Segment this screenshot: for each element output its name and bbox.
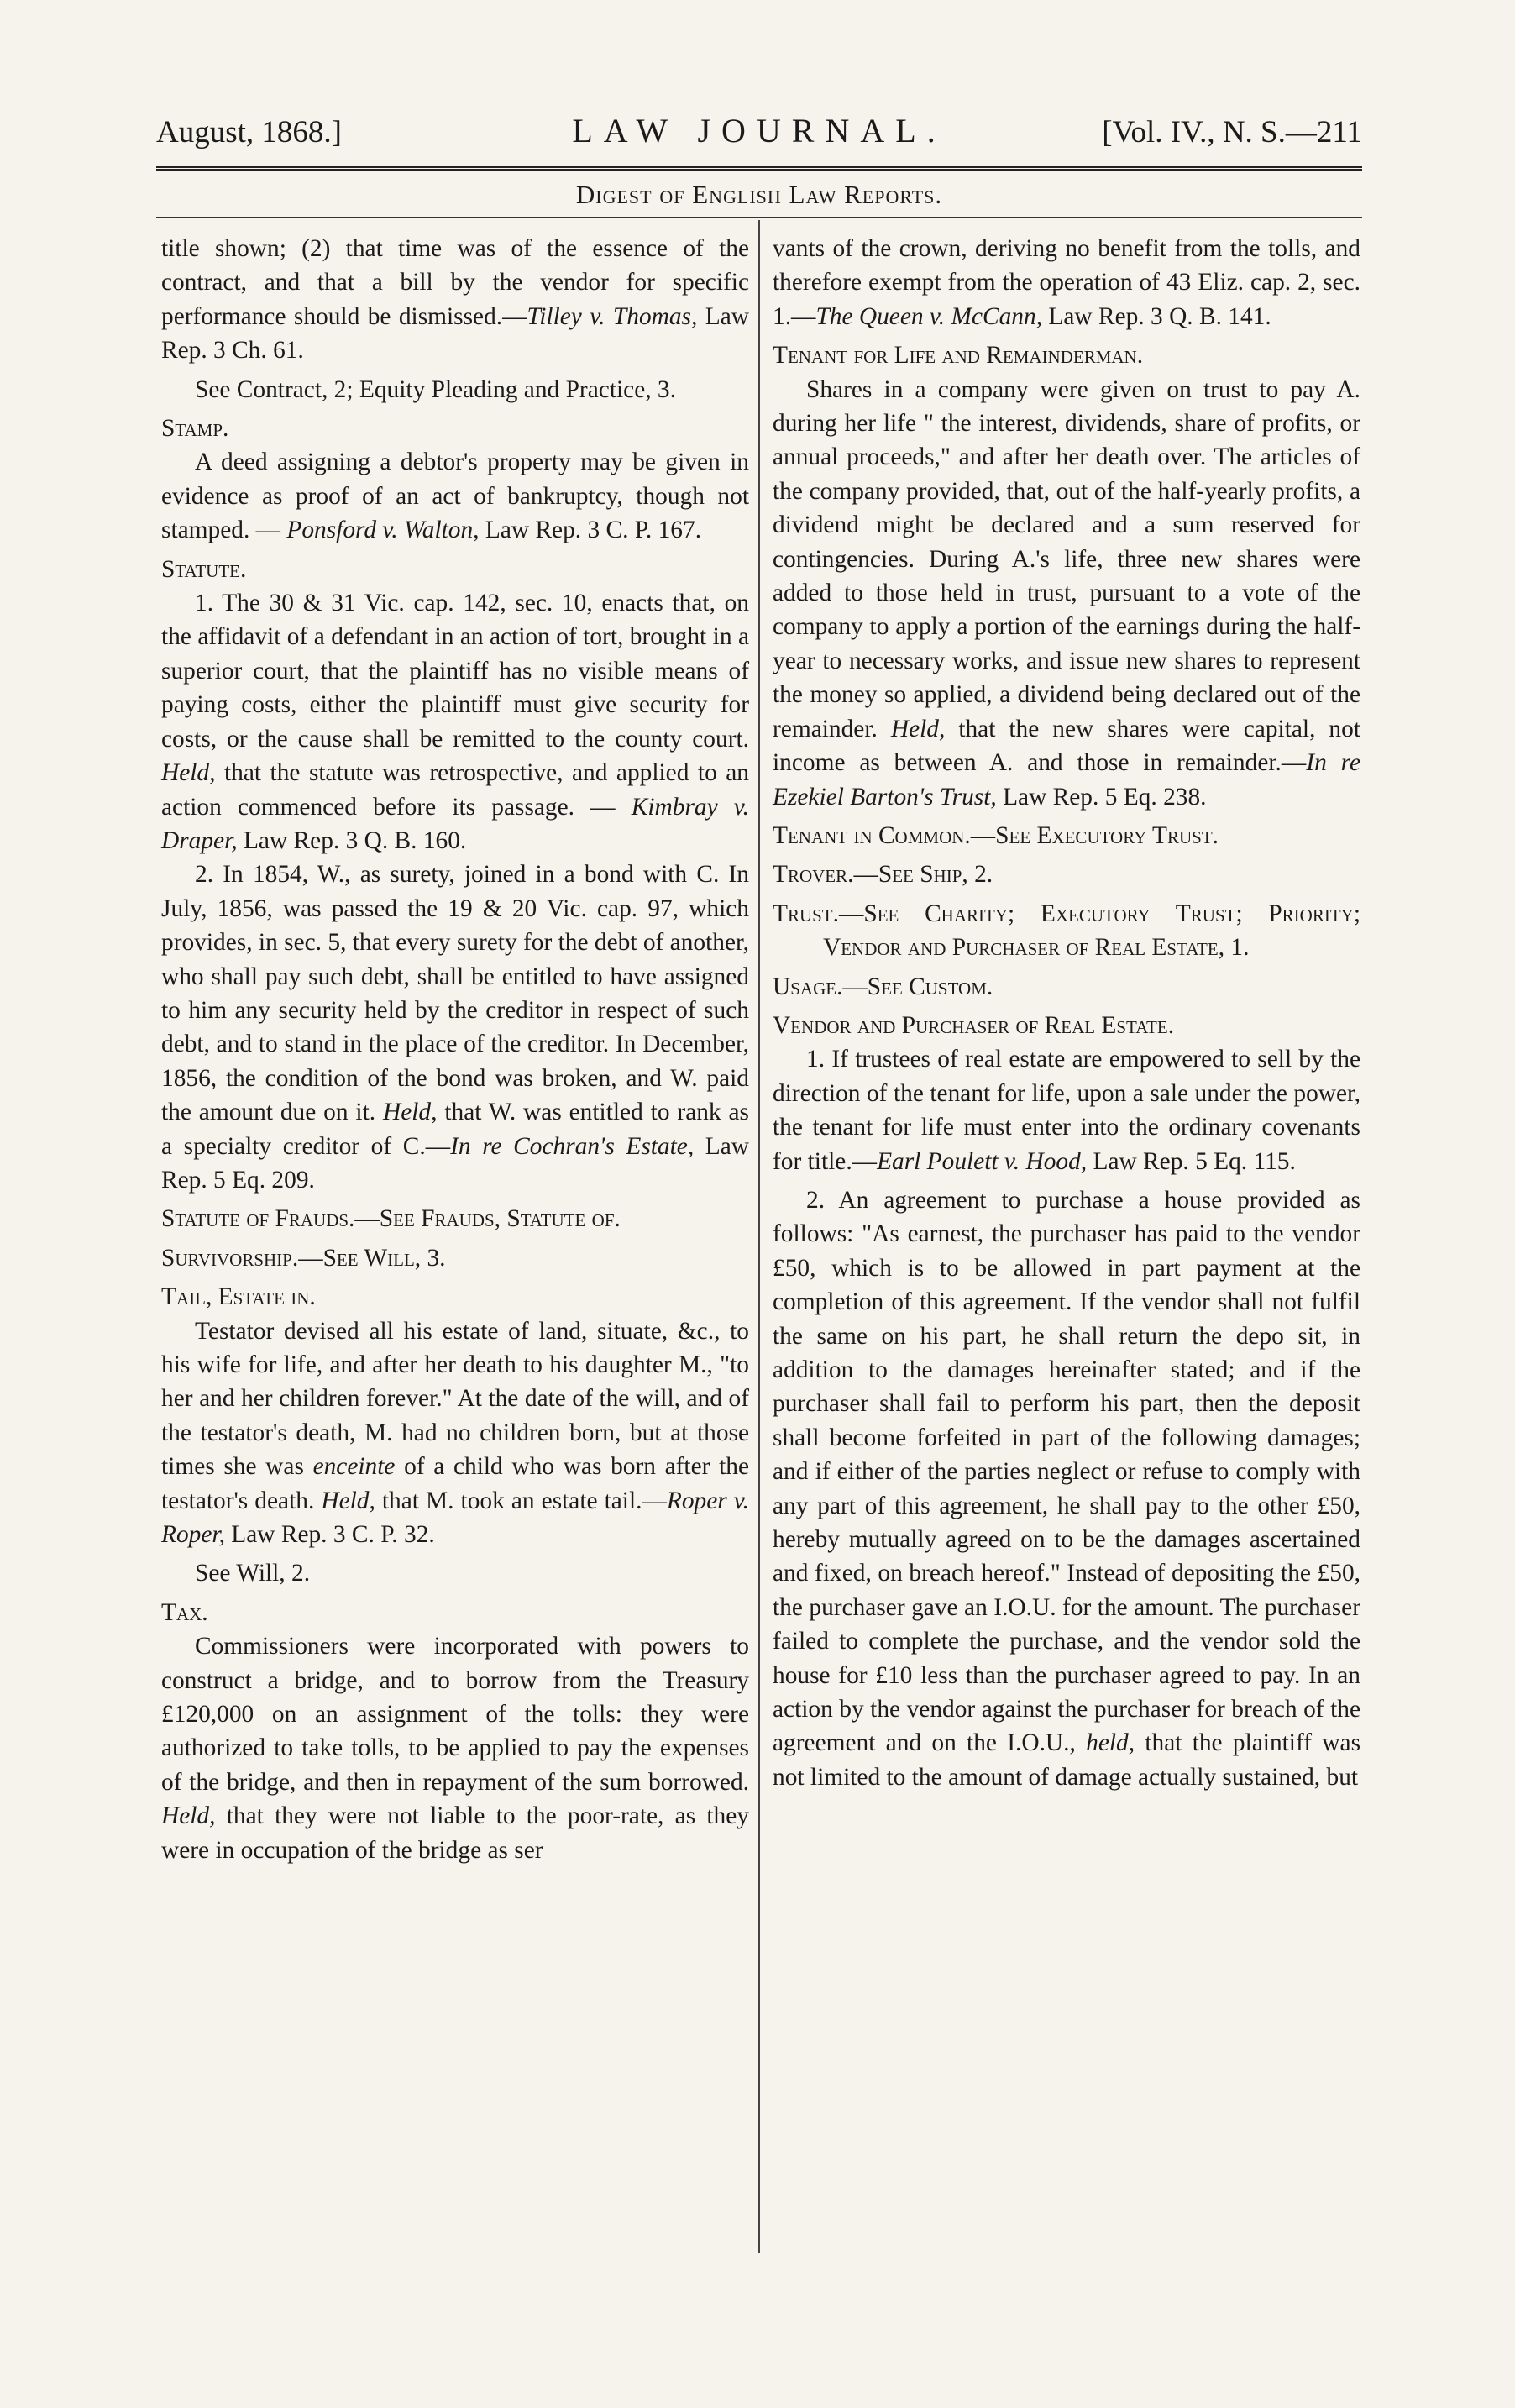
header-double-rule xyxy=(156,166,1362,171)
right-column xyxy=(773,232,1360,1794)
entry-paragraph: title shown; (2) that time was of the essence of the contract, and that a bill by the vendor for specific performance should be dismissed.—Tilley v. Thomas, Law Rep. 3 Ch. 61. xyxy=(161,235,749,365)
entry-paragraph: 1. The 30 & 31 Vic. cap. 142, sec. 10, enacts that, on the affidavit of a defendant in an action of tort, brought in a superior court, that the plaintiff has no visible means of paying costs, either the plaintiff must give security for costs, or the cause shall be remitted to the county court. Held, that the statute was retrospective, and applied to an action commenced before its passage. — Kimbray v. Draper, Law Rep. 3 Q. B. 160. xyxy=(161,590,749,854)
heading-vendor-purchaser: Vendor and Purchaser of Real Estate. xyxy=(773,1011,1175,1039)
heading-statute-of-frauds: Statute of Frauds.—See Frauds, Statute of. xyxy=(161,1205,621,1233)
running-header xyxy=(156,108,1362,158)
entry-paragraph: Commissioners were incorporated with powers to construct a bridge, and to borrow from the Treasury £120,000 on an assignment of the tolls: they were authorized to take tolls, to be applied to pay the expenses of the bridge, and then in repayment of the sum borrowed. Held, that they were not liable to the poor-rate, as they were in occupation of the bridge as ser xyxy=(161,1633,749,1864)
heading-tax: Tax. xyxy=(161,1598,208,1626)
heading-usage: Usage.—See Custom. xyxy=(773,973,993,1000)
header-volume: [Vol. IV., N. S.—211 xyxy=(1102,115,1362,150)
entry-paragraph: Testator devised all his estate of land, situate, &c., to his wife for life, and after her death to his daughter M., "to her and her children forever." At the date of the will, and of the testator's death, M. had no children born, but at those times she was enceinte of a child who was born after the testator's death. Held, that M. took an estate tail.—Roper v. Roper, Law Rep. 3 C. P. 32. xyxy=(161,1317,749,1549)
entry-paragraph: A deed assigning a debtor's property may be given in evidence as proof of an act of bankruptcy, though not stamped. — Ponsford v. Walton, Law Rep. 3 C. P. 167. xyxy=(161,449,749,544)
entry-paragraph: 2. An agreement to purchase a house provided as follows: "As earnest, the purchaser has paid to the vendor £50, which is to be allowed in part payment at the completion of this agreement. If the vendor shall not fulfil the same on his part, he shall return the depo sit, in addition to the damages hereinafter stated; and if the purchaser shall fail to perform his part, then the deposit shall become forfeited in part of the following damages; and if either of the parties neglect or refuse to comply with any part of this agreement, he shall pay to the other £50, hereby mutually agreed on to be the damages ascertained and fixed, on breach hereof." Instead of depositing the £50, the purchaser gave an I.O.U. for the amount. The purchaser failed to complete the purchase, and the vendor sold the house for £10 less than the purchaser agreed to pay. In an action by the vendor against the purchaser for breach of the agreement and on the I.O.U., held, that the plaintiff was not limited to the amount of damage actually sustained, but xyxy=(773,1186,1361,1791)
heading-trover: Trover.—See Ship, 2. xyxy=(773,861,993,889)
cross-reference: See Will, 2. xyxy=(195,1560,311,1587)
entry-paragraph: 2. In 1854, W., as surety, joined in a bond with C. In July, 1856, was passed the 19 & 20 Vic. cap. 97, which provides, in sec. 5, that every surety for the debt of another, who shall pay such debt, shall be entitled to have assigned to him any security held by the creditor in respect of such debt, and to stand in the place of the creditor. In December, 1856, the condition of the bond was broken, and W. paid the amount due on it. Held, that W. was entitled to rank as a specialty creditor of C.—In re Cochran's Estate, Law Rep. 5 Eq. 209. xyxy=(161,861,749,1194)
journal-title: LAW JOURNAL. xyxy=(572,112,946,150)
heading-survivorship: Survivorship.—See Will, 3. xyxy=(161,1244,446,1272)
heading-tenant-for-life: Tenant for Life and Remainderman. xyxy=(773,342,1144,370)
heading-tenant-in-common: Tenant in Common.—See Executory Trust. xyxy=(773,821,1219,849)
section-title: Digest of English Law Reports. xyxy=(575,180,943,209)
entry-paragraph: vants of the crown, deriving no benefit from the tolls, and therefore exempt from the operation of 43 Eliz. cap. 2, sec. 1.—The Queen v. McCann, Law Rep. 3 Q. B. 141. xyxy=(773,235,1360,330)
heading-stamp: Stamp. xyxy=(161,415,229,443)
heading-trust: Trust.—See Charity; Executory Trust; Priority; Vendor and Purchaser of Real Estate, 1. xyxy=(773,900,1360,962)
entry-paragraph: Shares in a company were given on trust to pay A. during her life " the interest, dividends, share of profits, or annual proceeds," and after her death over. The articles of the company provided, that, out of the half-yearly profits, a dividend might be declared and a sum reserved for contingencies. During A.'s life, three new shares were added to those held in trust, pursuant to a vote of the company to apply a portion of the earnings during the half-year to necessary works, and issue new shares to represent the money so applied, a dividend being declared out of the remainder. Held, that the new shares were capital, not income as between A. and those in remainder.—In re Ezekiel Barton's Trust, Law Rep. 5 Eq. 238. xyxy=(773,375,1360,811)
section-rule xyxy=(156,217,1362,218)
heading-tail-estate: Tail, Estate in. xyxy=(161,1283,316,1311)
left-column xyxy=(161,232,749,1867)
entry-paragraph: 1. If trustees of real estate are empowered to sell by the direction of the tenant for life, upon a sale under the power, the tenant for life must enter into the ordinary covenants for title.—Earl Poulett v. Hood, Law Rep. 5 Eq. 115. xyxy=(773,1046,1360,1175)
heading-statute: Statute. xyxy=(161,555,247,583)
header-date: August, 1868.] xyxy=(156,115,342,150)
column-divider xyxy=(758,220,760,2253)
cross-reference: See Contract, 2; Equity Pleading and Practice, 3. xyxy=(195,375,676,403)
